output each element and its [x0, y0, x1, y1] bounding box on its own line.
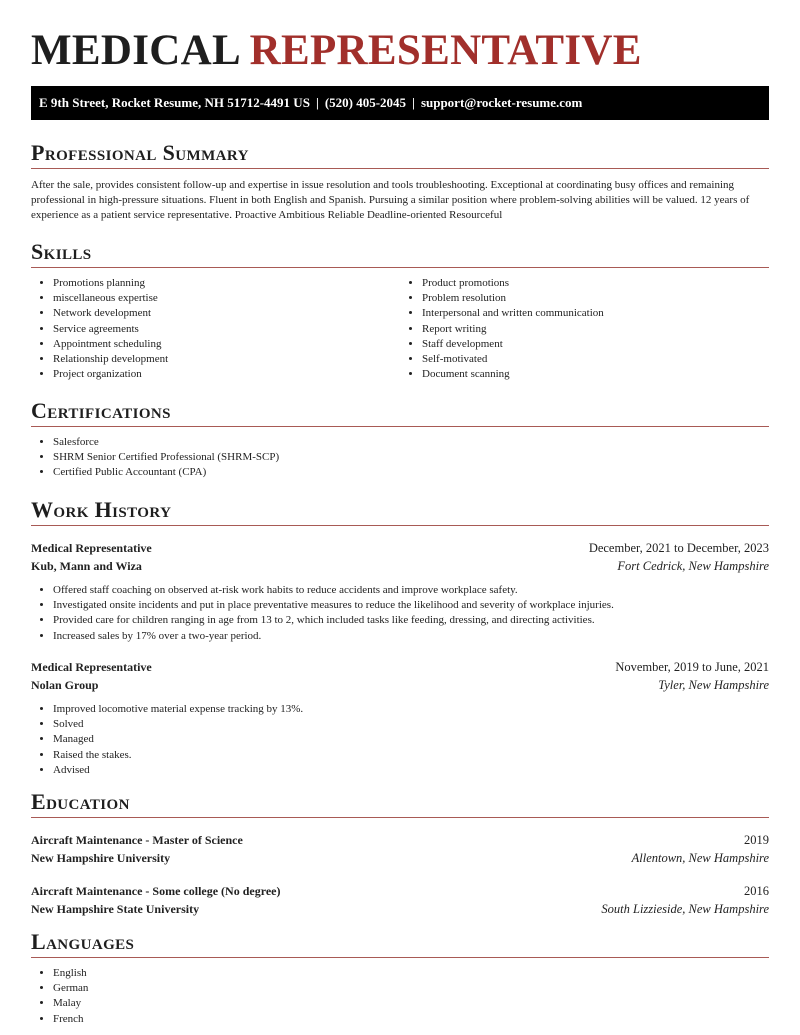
list-item: • Salesforce: [53, 435, 769, 450]
skills-list-right: [400, 276, 769, 382]
list-item: • Relationship development: [53, 352, 400, 367]
job-location: Fort Cedrick, New Hampshire: [617, 559, 769, 573]
skills-columns: [31, 276, 769, 382]
contact-email[interactable]: support@rocket-resume.com: [420, 95, 583, 110]
certifications-list: [31, 435, 769, 481]
education-school: New Hampshire University: [31, 851, 171, 865]
certifications-heading: Certifications: [31, 398, 769, 427]
job-title: Medical Representative: [31, 660, 152, 674]
list-item: • Certified Public Accountant (CPA): [53, 465, 769, 480]
skills-section: [31, 239, 769, 382]
certifications-section: [31, 398, 769, 481]
job-company: Kub, Mann and Wiza: [31, 559, 142, 573]
education-year: 2016: [744, 884, 769, 898]
contact-bar: [31, 86, 769, 120]
job-dates: December, 2021 to December, 2023: [588, 541, 769, 555]
list-item: • Offered staff coaching on observed at-risk work habits to reduce accidents and improve workplace safety.: [53, 583, 769, 598]
job-location: Tyler, New Hampshire: [658, 678, 769, 692]
job-bullets: [31, 702, 769, 778]
languages-list: [31, 966, 769, 1027]
education-entry: [31, 831, 769, 867]
list-item: • Service agreements: [53, 322, 400, 337]
name-last: REPRESENTATIVE: [249, 27, 642, 74]
contact-phone[interactable]: (520) 405-2045: [324, 95, 407, 110]
job-entry: [31, 658, 769, 778]
education-location: South Lizzieside, New Hampshire: [601, 902, 769, 916]
name-first: MEDICAL: [31, 27, 239, 74]
list-item: • miscellaneous expertise: [53, 291, 400, 306]
skills-list-left: [31, 276, 400, 382]
contact-address: E 9th Street, Rocket Resume, NH 51712-4491 US: [39, 95, 310, 110]
summary-heading: Professional Summary: [31, 140, 769, 169]
summary-section: [31, 140, 769, 224]
contact-separator: |: [412, 95, 415, 110]
list-item: • SHRM Senior Certified Professional (SHRM-SCP): [53, 450, 769, 465]
job-dates: November, 2019 to June, 2021: [615, 660, 769, 674]
list-item: • Promotions planning: [53, 276, 400, 291]
list-item: • Advised: [53, 763, 769, 778]
list-item: • French: [53, 1012, 769, 1027]
job-title: Medical Representative: [31, 541, 152, 555]
languages-section: [31, 929, 769, 1027]
job-entry: [31, 539, 769, 644]
education-school: New Hampshire State University: [31, 902, 200, 916]
list-item: • Increased sales by 17% over a two-year period.: [53, 629, 769, 644]
education-entry: [31, 882, 769, 918]
education-section: [31, 789, 769, 818]
work-history-section: [31, 497, 769, 526]
list-item: • Self-motivated: [422, 352, 769, 367]
job-company: Nolan Group: [31, 678, 99, 692]
list-item: • Investigated onsite incidents and put in place preventative measures to reduce the likelihood and severity of workplace injuries.: [53, 598, 769, 613]
education-degree: Aircraft Maintenance - Master of Science: [31, 833, 243, 847]
list-item: • Malay: [53, 996, 769, 1011]
list-item: • Provided care for children ranging in age from 13 to 2, which included tasks like feeding, dressing, and directing activities.: [53, 613, 769, 628]
list-item: • English: [53, 966, 769, 981]
work-history-heading: Work History: [31, 497, 769, 526]
education-degree: Aircraft Maintenance - Some college (No degree): [31, 884, 281, 898]
list-item: • German: [53, 981, 769, 996]
list-item: • Raised the stakes.: [53, 748, 769, 763]
list-item: • Improved locomotive material expense tracking by 13%.: [53, 702, 769, 717]
list-item: • Document scanning: [422, 367, 769, 382]
education-location: Allentown, New Hampshire: [631, 851, 769, 865]
list-item: • Managed: [53, 732, 769, 747]
list-item: • Appointment scheduling: [53, 337, 400, 352]
languages-heading: Languages: [31, 929, 769, 958]
list-item: • Interpersonal and written communication: [422, 306, 769, 321]
summary-text: After the sale, provides consistent follow-up and expertise in issue resolution and tools troubleshooting. Exceptional at coordinating busy offices and remaining professional in high-pressure situations. Fluent in both English and Spanish. Pursuing a similar position where problem-solving abilities will be valued. 12 years of experience as a patient service representative. Proactive Ambitious Reliable Deadline-oriented Resourceful: [31, 179, 750, 222]
list-item: • Report writing: [422, 322, 769, 337]
list-item: • Problem resolution: [422, 291, 769, 306]
list-item: • Product promotions: [422, 276, 769, 291]
list-item: • Staff development: [422, 337, 769, 352]
resume-name: [31, 0, 769, 80]
skills-heading: Skills: [31, 239, 769, 268]
education-year: 2019: [744, 833, 769, 847]
list-item: • Network development: [53, 306, 400, 321]
job-bullets: [31, 583, 769, 644]
list-item: • Solved: [53, 717, 769, 732]
contact-separator: |: [315, 95, 319, 110]
education-heading: Education: [31, 789, 769, 818]
list-item: • Project organization: [53, 367, 400, 382]
